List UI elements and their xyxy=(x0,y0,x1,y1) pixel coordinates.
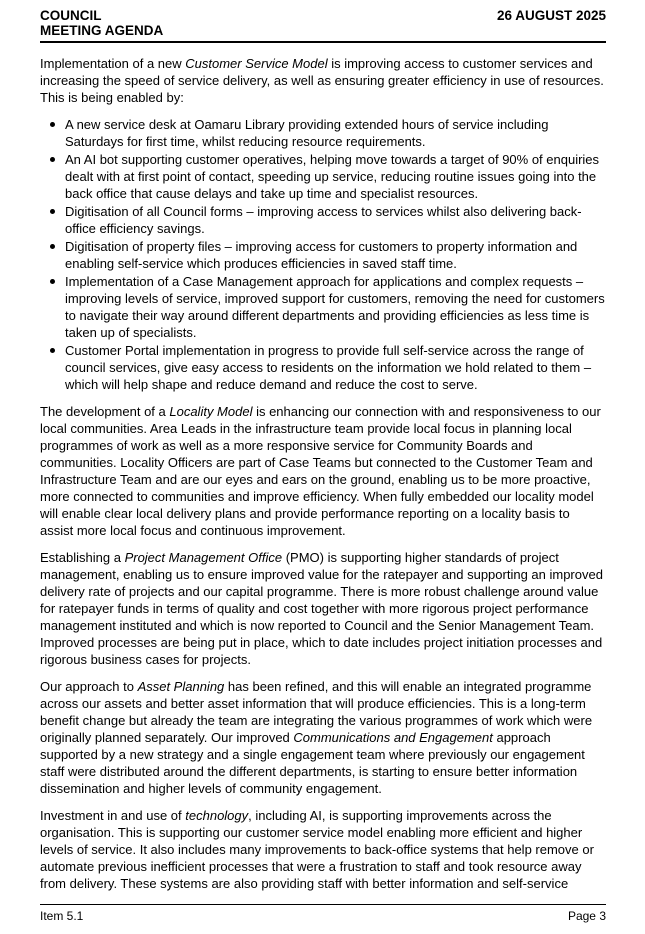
document-title xyxy=(40,9,163,38)
page-footer xyxy=(40,904,606,924)
pmo-paragraph: Establishing a Project Management Office (PMO) is supporting higher standards of project management, enabling us to ensure improved value for the ratepayer and supporting an improved delivery rate of projects and our capital programme. There is more robust challenge around value for ratepayer funds in terms of quality and cost together with more rigorous project performance management instituted and which is now reported to Council and the Senior Management Team. Improved processes are being put in place, which to date includes project initiation processes and rigorous business cases for projects. xyxy=(40,550,603,667)
title-line-1: COUNCIL xyxy=(40,8,102,23)
meeting-date: 26 AUGUST 2025 xyxy=(496,8,606,23)
technology-paragraph: Investment in and use of technology, including AI, is supporting improvements across the organisation. This is supporting our customer service model enabling more efficient and higher levels of service. It also includes many improvements to back-office systems that help remove or automate previous inefficient processes that were a frustration to staff and took resource away from delivery. These systems are also providing staff with better information and self-service xyxy=(40,808,594,891)
title-line-2: MEETING AGENDA xyxy=(40,22,164,38)
list-item: Customer Portal implementation in progress to provide full self-service across the range of council services, give easy access to residents on the information we hold related to them – which will help shape and reduce demand and reduce the cost to serve. xyxy=(40,342,606,393)
list-item: Implementation of a Case Management approach for applications and complex requests – improving levels of service, improved support for customers, removing the need for customers to navigate their way around different departments and providing efficiencies as less time is taken up of specialists. xyxy=(40,273,606,341)
page-header xyxy=(40,9,606,43)
list-item: Digitisation of property files – improving access for customers to property information and enabling self-service which produces efficiencies in saved staff time. xyxy=(40,238,606,272)
service-bullet-list xyxy=(40,116,606,393)
intro-paragraph: Implementation of a new Customer Service Model is improving access to customer services and increasing the speed of service delivery, as well as ensuring greater efficiency in use of resources. This is being enabled by: xyxy=(40,56,604,105)
locality-paragraph: The development of a Locality Model is enhancing our connection with and responsiveness to our local communities. Area Leads in the infrastructure team provide local focus in planning local programmes of work as well as a more responsive service for Community Boards and communities. Locality Officers are part of Case Teams but connected to the Customer Team and Infrastructure Team and are our eyes and ears on the ground, enabling us to be more proactive, more connected to communities and improve efficiency. When fully embedded our locality model will enable clear local delivery plans and provide performance reporting on a locality basis to assist more local focus and continuous improvement. xyxy=(40,404,601,538)
asset-planning-paragraph: Our approach to Asset Planning has been refined, and this will enable an integrated programme across our assets and better asset information that will produce efficiencies. This is a long-term benefit change but already the team are integrating the various programmes of work which were originally planned separately. Our improved Communications and Engagement approach supported by a new strategy and a single engagement team where previously our engagement staff were distributed around the different departments, is starting to ensure better information dissemination and higher levels of community engagement. xyxy=(40,679,593,796)
page-number: Page 3 xyxy=(567,909,606,923)
document-body xyxy=(40,55,606,902)
agenda-item-label: Item 5.1 xyxy=(40,909,84,923)
list-item: An AI bot supporting customer operatives, helping move towards a target of 90% of enquiries dealt with at first point of contact, speeding up service, reducing routine issues going into the back office that cause delays and take up time and specialist resources. xyxy=(40,151,606,202)
list-item: Digitisation of all Council forms – improving access to services whilst also delivering back-office efficiency savings. xyxy=(40,203,606,237)
list-item: A new service desk at Oamaru Library providing extended hours of service including Saturdays for first time, whilst reducing resource requirements. xyxy=(40,116,606,150)
